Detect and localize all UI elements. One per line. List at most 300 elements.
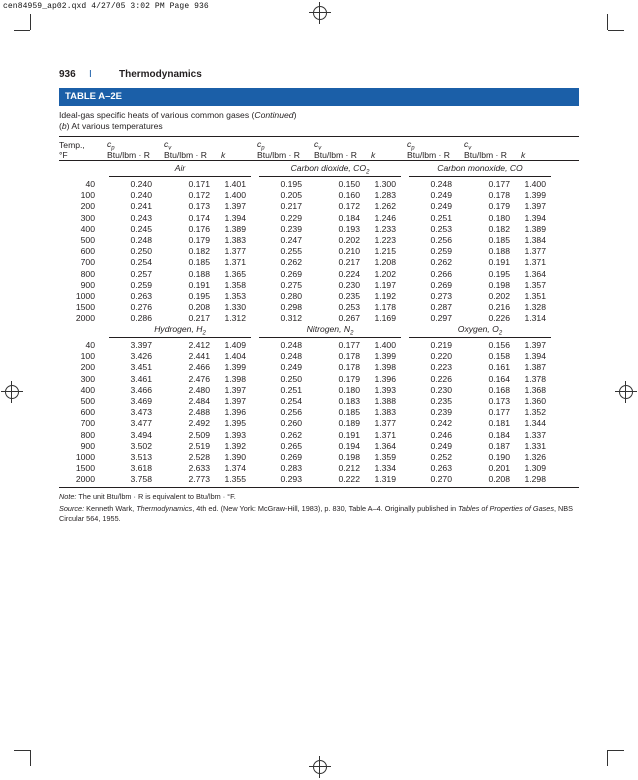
value-cell: 0.254 — [280, 396, 302, 406]
value-cell: 0.172 — [188, 190, 210, 201]
value-cell: 0.178 — [338, 362, 360, 373]
value-cell: 3.461 — [130, 373, 152, 384]
value-cell: 0.249 — [280, 362, 302, 373]
value-cell: 3.513 — [130, 452, 152, 462]
value-cell: 0.253 — [338, 302, 360, 313]
value-cell: 1.334 — [374, 463, 396, 474]
value-cell: 0.217 — [280, 201, 302, 212]
value-cell: 0.251 — [430, 212, 452, 223]
temperature-cell: 100 — [80, 190, 95, 201]
value-cell: 0.297 — [430, 313, 452, 324]
value-cell: 0.189 — [338, 418, 360, 429]
value-cell: 3.758 — [130, 474, 152, 485]
value-cell: 0.223 — [430, 362, 452, 373]
value-cell: 1.262 — [374, 201, 396, 212]
value-cell: 1.312 — [224, 313, 246, 324]
value-cell: 0.242 — [430, 418, 452, 429]
crop-mark — [30, 14, 31, 30]
value-cell: 0.230 — [430, 384, 452, 395]
value-cell: 1.377 — [524, 246, 546, 257]
temperature-cell: 300 — [80, 212, 95, 223]
gas-group-rule — [259, 176, 401, 177]
value-cell: 0.212 — [338, 463, 360, 474]
value-cell: 0.312 — [280, 313, 302, 324]
value-cell: 0.250 — [280, 373, 302, 384]
value-cell: 0.263 — [130, 291, 152, 301]
page-number: 936 — [59, 69, 76, 80]
value-cell: 0.188 — [488, 246, 510, 257]
value-cell: 1.374 — [224, 463, 246, 474]
value-cell: 1.395 — [224, 418, 246, 429]
running-title: Thermodynamics — [119, 69, 202, 80]
value-cell: 0.195 — [488, 268, 510, 279]
value-cell: 0.210 — [338, 246, 360, 257]
value-cell: 1.223 — [374, 235, 396, 245]
value-cell: 1.360 — [524, 396, 546, 406]
gas-group-label: Carbon monoxide, CO — [437, 163, 523, 173]
value-cell: 1.397 — [224, 201, 246, 212]
value-cell: 0.229 — [280, 212, 302, 223]
gas-group-rule — [409, 337, 551, 338]
value-cell: 0.178 — [488, 190, 510, 201]
value-cell: 0.217 — [338, 257, 360, 268]
value-cell: 1.393 — [374, 384, 396, 395]
value-cell: 0.293 — [280, 474, 302, 485]
temperature-cell: 600 — [80, 246, 95, 257]
cv-unit-header: Btu/lbm · R — [314, 150, 357, 160]
value-cell: 0.177 — [488, 179, 510, 189]
value-cell: 1.246 — [374, 212, 396, 223]
value-cell: 1.353 — [224, 291, 246, 301]
value-cell: 1.283 — [374, 190, 396, 201]
value-cell: 0.181 — [488, 418, 510, 429]
value-cell: 0.273 — [430, 291, 452, 301]
value-cell: 0.184 — [488, 429, 510, 440]
temperature-cell: 300 — [80, 373, 95, 384]
value-cell: 0.182 — [488, 223, 510, 234]
value-cell: 1.394 — [224, 212, 246, 223]
header-separator: I — [89, 69, 92, 80]
table-note: Note: The unit Btu/lbm · R is equivalent to Btu/lbm · °F. — [59, 492, 236, 501]
value-cell: 3.618 — [130, 463, 152, 474]
value-cell: 0.276 — [130, 302, 152, 313]
value-cell: 1.208 — [374, 257, 396, 268]
value-cell: 0.275 — [280, 279, 302, 290]
value-cell: 1.404 — [224, 351, 246, 362]
registration-mark-top — [309, 2, 331, 24]
value-cell: 2.476 — [188, 373, 210, 384]
value-cell: 0.235 — [430, 396, 452, 406]
value-cell: 1.409 — [224, 340, 246, 350]
temperature-cell: 1000 — [75, 291, 95, 301]
value-cell: 0.208 — [188, 302, 210, 313]
k-header: k — [221, 150, 226, 160]
value-cell: 2.480 — [188, 384, 210, 395]
value-cell: 0.201 — [488, 463, 510, 474]
temperature-cell: 800 — [80, 268, 95, 279]
temperature-cell: 200 — [80, 362, 95, 373]
cp-header: $c_p$ — [257, 139, 265, 152]
value-cell: 2.441 — [188, 351, 210, 362]
crop-mark — [14, 30, 30, 31]
temperature-cell: 700 — [80, 418, 95, 429]
table-bottom-rule — [59, 487, 579, 488]
value-cell: 0.173 — [188, 201, 210, 212]
value-cell: 0.190 — [488, 452, 510, 462]
value-cell: 1.319 — [374, 474, 396, 485]
value-cell: 1.377 — [374, 418, 396, 429]
value-cell: 1.389 — [524, 223, 546, 234]
value-cell: 0.287 — [430, 302, 452, 313]
value-cell: 2.412 — [188, 340, 210, 350]
value-cell: 1.330 — [224, 302, 246, 313]
value-cell: 0.248 — [130, 235, 152, 245]
value-cell: 1.399 — [374, 351, 396, 362]
value-cell: 1.396 — [374, 373, 396, 384]
table-source: Source: Kenneth Wark, Thermodynamics, 4th ed. (New York: McGraw-Hill, 1983), p. 830, Table A–4. Originally published in Tables of Properties of Gases, NBS Circular 564, 1955. — [59, 504, 574, 523]
value-cell: 3.397 — [130, 340, 152, 350]
temperature-cell: 2000 — [75, 313, 95, 324]
cp-unit-header: Btu/lbm · R — [407, 150, 450, 160]
value-cell: 1.371 — [524, 257, 546, 268]
temperature-cell: 200 — [80, 201, 95, 212]
value-cell: 1.215 — [374, 246, 396, 257]
table-caption — [59, 110, 296, 132]
value-cell: 1.388 — [374, 396, 396, 406]
value-cell: 2.509 — [188, 429, 210, 440]
temperature-cell: 500 — [80, 235, 95, 245]
value-cell: 0.184 — [338, 212, 360, 223]
temperature-cell: 1500 — [75, 463, 95, 474]
temp-header: Temp., — [59, 140, 85, 150]
temperature-cell: 400 — [80, 223, 95, 234]
gas-group-rule — [109, 176, 251, 177]
value-cell: 2.484 — [188, 396, 210, 406]
value-cell: 0.252 — [430, 452, 452, 462]
crop-mark — [607, 14, 608, 30]
value-cell: 2.466 — [188, 362, 210, 373]
gas-group-label: Nitrogen, $N_2$ — [306, 324, 354, 337]
value-cell: 1.389 — [224, 223, 246, 234]
value-cell: 0.173 — [488, 396, 510, 406]
value-cell: 1.397 — [224, 396, 246, 406]
value-cell: 3.473 — [130, 407, 152, 418]
temperature-cell: 400 — [80, 384, 95, 395]
value-cell: 0.257 — [130, 268, 152, 279]
temperature-cell: 500 — [80, 396, 95, 406]
file-slug: cen84959_ap02.qxd 4/27/05 3:02 PM Page 936 — [3, 2, 209, 11]
value-cell: 0.195 — [280, 179, 302, 189]
value-cell: 1.197 — [374, 279, 396, 290]
value-cell: 1.298 — [524, 474, 546, 485]
value-cell: 1.398 — [374, 362, 396, 373]
value-cell: 0.256 — [280, 407, 302, 418]
value-cell: 0.202 — [488, 291, 510, 301]
temperature-cell: 40 — [85, 340, 95, 350]
value-cell: 1.377 — [224, 246, 246, 257]
crop-mark — [14, 750, 30, 751]
crop-mark — [608, 750, 624, 751]
value-cell: 0.156 — [488, 340, 510, 350]
value-cell: 3.469 — [130, 396, 152, 406]
value-cell: 1.309 — [524, 463, 546, 474]
value-cell: 1.392 — [224, 440, 246, 451]
value-cell: 2.528 — [188, 452, 210, 462]
value-cell: 0.262 — [430, 257, 452, 268]
value-cell: 0.269 — [430, 279, 452, 290]
value-cell: 1.399 — [524, 190, 546, 201]
value-cell: 0.265 — [280, 440, 302, 451]
temperature-cell: 1500 — [75, 302, 95, 313]
value-cell: 1.397 — [524, 340, 546, 350]
value-cell: 0.179 — [188, 235, 210, 245]
temperature-cell: 800 — [80, 429, 95, 440]
value-cell: 0.259 — [130, 279, 152, 290]
value-cell: 1.364 — [374, 440, 396, 451]
value-cell: 0.249 — [430, 440, 452, 451]
value-cell: 0.177 — [338, 340, 360, 350]
value-cell: 1.401 — [224, 179, 246, 189]
value-cell: 0.208 — [488, 474, 510, 485]
value-cell: 1.387 — [524, 362, 546, 373]
cv-header: $c_v$ — [314, 139, 322, 152]
gas-group-label: Hydrogen, $H_2$ — [154, 324, 206, 337]
value-cell: 0.172 — [338, 201, 360, 212]
value-cell: 0.245 — [130, 223, 152, 234]
value-cell: 0.270 — [430, 474, 452, 485]
value-cell: 1.351 — [524, 291, 546, 301]
value-cell: 2.492 — [188, 418, 210, 429]
value-cell: 1.399 — [224, 362, 246, 373]
cp-header: $c_p$ — [407, 139, 415, 152]
value-cell: 1.192 — [374, 291, 396, 301]
gas-group-rule — [259, 337, 401, 338]
value-cell: 3.426 — [130, 351, 152, 362]
value-cell: 0.182 — [188, 246, 210, 257]
value-cell: 0.220 — [430, 351, 452, 362]
value-cell: 0.249 — [430, 190, 452, 201]
value-cell: 0.286 — [130, 313, 152, 324]
value-cell: 1.384 — [524, 235, 546, 245]
value-cell: 0.191 — [188, 279, 210, 290]
value-cell: 3.494 — [130, 429, 152, 440]
value-cell: 0.260 — [280, 418, 302, 429]
value-cell: 0.263 — [430, 463, 452, 474]
value-cell: 2.633 — [188, 463, 210, 474]
registration-mark-right — [615, 381, 637, 403]
value-cell: 0.239 — [430, 407, 452, 418]
value-cell: 1.314 — [524, 313, 546, 324]
value-cell: 1.178 — [374, 302, 396, 313]
value-cell: 0.249 — [430, 201, 452, 212]
value-cell: 1.344 — [524, 418, 546, 429]
value-cell: 1.371 — [374, 429, 396, 440]
value-cell: 0.241 — [130, 201, 152, 212]
value-cell: 2.773 — [188, 474, 210, 485]
value-cell: 0.256 — [430, 235, 452, 245]
value-cell: 0.240 — [130, 179, 152, 189]
value-cell: 0.195 — [188, 291, 210, 301]
value-cell: 0.177 — [488, 407, 510, 418]
value-cell: 0.176 — [188, 223, 210, 234]
temp-unit-header: °F — [59, 150, 68, 160]
value-cell: 1.365 — [224, 268, 246, 279]
table-top-rule — [59, 136, 579, 137]
value-cell: 2.488 — [188, 407, 210, 418]
value-cell: 1.400 — [224, 190, 246, 201]
value-cell: 1.400 — [374, 340, 396, 350]
value-cell: 1.368 — [524, 384, 546, 395]
registration-mark-left — [1, 381, 23, 403]
value-cell: 3.466 — [130, 384, 152, 395]
value-cell: 1.393 — [224, 429, 246, 440]
value-cell: 1.371 — [224, 257, 246, 268]
k-header: k — [371, 150, 376, 160]
value-cell: 3.502 — [130, 440, 152, 451]
value-cell: 1.396 — [224, 407, 246, 418]
value-cell: 3.451 — [130, 362, 152, 373]
crop-mark — [608, 30, 624, 31]
value-cell: 0.235 — [338, 291, 360, 301]
value-cell: 0.158 — [488, 351, 510, 362]
value-cell: 0.267 — [338, 313, 360, 324]
value-cell: 0.254 — [130, 257, 152, 268]
value-cell: 0.240 — [130, 190, 152, 201]
value-cell: 0.250 — [130, 246, 152, 257]
value-cell: 1.400 — [524, 179, 546, 189]
value-cell: 1.383 — [374, 407, 396, 418]
value-cell: 0.180 — [338, 384, 360, 395]
value-cell: 0.178 — [338, 351, 360, 362]
value-cell: 1.328 — [524, 302, 546, 313]
value-cell: 0.198 — [488, 279, 510, 290]
value-cell: 1.337 — [524, 429, 546, 440]
value-cell: 1.326 — [524, 452, 546, 462]
value-cell: 0.224 — [338, 268, 360, 279]
value-cell: 0.205 — [280, 190, 302, 201]
value-cell: 0.183 — [338, 396, 360, 406]
value-cell: 0.239 — [280, 223, 302, 234]
gas-group-label: Air — [174, 163, 186, 173]
value-cell: 0.269 — [280, 268, 302, 279]
value-cell: 1.331 — [524, 440, 546, 451]
cv-header: $c_v$ — [464, 139, 472, 152]
value-cell: 0.185 — [338, 407, 360, 418]
temperature-cell: 1000 — [75, 452, 95, 462]
temperature-cell: 900 — [80, 279, 95, 290]
value-cell: 0.150 — [338, 179, 360, 189]
cp-unit-header: Btu/lbm · R — [257, 150, 300, 160]
value-cell: 1.390 — [224, 452, 246, 462]
value-cell: 0.185 — [188, 257, 210, 268]
value-cell: 0.269 — [280, 452, 302, 462]
k-header: k — [521, 150, 526, 160]
registration-mark-bottom — [309, 756, 331, 778]
value-cell: 0.187 — [488, 440, 510, 451]
value-cell: 1.359 — [374, 452, 396, 462]
crop-mark — [607, 750, 608, 766]
cp-header: $c_p$ — [107, 139, 115, 152]
temperature-cell: 900 — [80, 440, 95, 451]
value-cell: 0.180 — [488, 212, 510, 223]
value-cell: 0.283 — [280, 463, 302, 474]
value-cell: 1.233 — [374, 223, 396, 234]
value-cell: 0.179 — [488, 201, 510, 212]
value-cell: 0.222 — [338, 474, 360, 485]
value-cell: 0.219 — [430, 340, 452, 350]
value-cell: 0.161 — [488, 362, 510, 373]
value-cell: 0.188 — [188, 268, 210, 279]
value-cell: 0.179 — [338, 373, 360, 384]
value-cell: 0.217 — [188, 313, 210, 324]
temperature-cell: 100 — [80, 351, 95, 362]
value-cell: 0.298 — [280, 302, 302, 313]
page-header — [59, 69, 202, 80]
caption-line-2: (b) At various temperatures — [59, 121, 163, 131]
value-cell: 1.358 — [224, 279, 246, 290]
value-cell: 0.253 — [430, 223, 452, 234]
value-cell: 0.160 — [338, 190, 360, 201]
value-cell: 0.266 — [430, 268, 452, 279]
value-cell: 0.171 — [188, 179, 210, 189]
value-cell: 0.280 — [280, 291, 302, 301]
value-cell: 0.248 — [280, 340, 302, 350]
temperature-cell: 700 — [80, 257, 95, 268]
value-cell: 0.262 — [280, 429, 302, 440]
value-cell: 0.226 — [430, 373, 452, 384]
temperature-cell: 2000 — [75, 474, 95, 485]
cv-unit-header: Btu/lbm · R — [164, 150, 207, 160]
value-cell: 1.169 — [374, 313, 396, 324]
value-cell: 0.191 — [338, 429, 360, 440]
value-cell: 0.246 — [430, 429, 452, 440]
value-cell: 0.174 — [188, 212, 210, 223]
value-cell: 1.355 — [224, 474, 246, 485]
gas-group-rule — [109, 337, 251, 338]
value-cell: 1.398 — [224, 373, 246, 384]
value-cell: 0.248 — [430, 179, 452, 189]
value-cell: 1.397 — [524, 201, 546, 212]
table-label: TABLE A–2E — [59, 88, 579, 106]
value-cell: 0.230 — [338, 279, 360, 290]
cp-unit-header: Btu/lbm · R — [107, 150, 150, 160]
cv-unit-header: Btu/lbm · R — [464, 150, 507, 160]
value-cell: 1.352 — [524, 407, 546, 418]
value-cell: 0.226 — [488, 313, 510, 324]
value-cell: 0.216 — [488, 302, 510, 313]
temperature-cell: 600 — [80, 407, 95, 418]
value-cell: 2.519 — [188, 440, 210, 451]
value-cell: 0.164 — [488, 373, 510, 384]
value-cell: 0.194 — [338, 440, 360, 451]
value-cell: 1.394 — [524, 351, 546, 362]
gas-group-label: Carbon dioxide, $CO_2$ — [290, 163, 370, 176]
gas-group-rule — [409, 176, 551, 177]
value-cell: 0.185 — [488, 235, 510, 245]
value-cell: 0.193 — [338, 223, 360, 234]
temperature-cell: 40 — [85, 179, 95, 189]
value-cell: 0.247 — [280, 235, 302, 245]
value-cell: 0.243 — [130, 212, 152, 223]
value-cell: 1.202 — [374, 268, 396, 279]
value-cell: 1.378 — [524, 373, 546, 384]
value-cell: 1.364 — [524, 268, 546, 279]
value-cell: 0.248 — [280, 351, 302, 362]
value-cell: 0.202 — [338, 235, 360, 245]
value-cell: 0.191 — [488, 257, 510, 268]
value-cell: 1.357 — [524, 279, 546, 290]
cv-header: $c_v$ — [164, 139, 172, 152]
